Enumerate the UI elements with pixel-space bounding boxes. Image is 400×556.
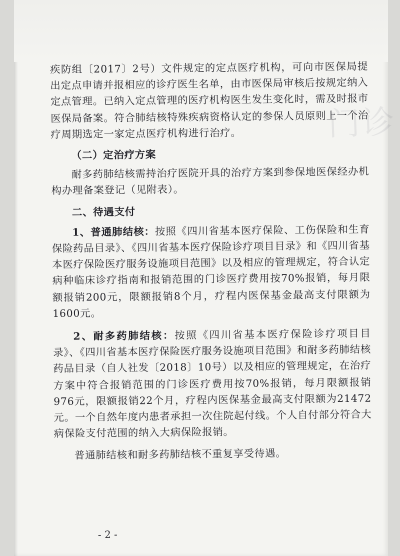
paragraph-designated-institution: 疾防组〔2017〕2号）文件规定的定点医疗机构，可向市医保局提出定点申请并报相应的诊疗医生名单，由市医保局审核后按规定纳入定点管理。已纳入定点管理的医疗机构医生发生变化时，需及时报市医保局备案。符合肺结核特殊疾病资格认定的参保人员原则上一个治疗周期选定一家定点医疗机构进行治疗。 — [50, 61, 369, 141]
mdr-tb-lead: 2、耐多药肺结核： — [73, 329, 175, 343]
mdr-tb-body: 按照《四川省基本医疗保险诊疗项目目录》、《四川省基本医疗保险医疗服务设施项目范围》和耐多药肺结核药品目录（自人社发〔2018〕10号）以及相应的管理规定，在治疗方案中符合报销范围的门诊医疗费用按70%报销，每月限额报销976元，限额报销22个月，疗程内医保基金最高支付限额为21472元。一个自然年度内患者承担一次住院起付线。个人自付部分符合大病保险支付范围的纳入大病保险报销。 — [52, 328, 372, 441]
paragraph-mdr-tb — [53, 326, 372, 444]
paragraph-no-double-benefit: 普通肺结核和耐多药肺结核不重复享受待遇。 — [74, 449, 287, 463]
top-margin — [14, 0, 388, 62]
document-page — [14, 0, 397, 556]
paragraph-treatment-plan: 耐多药肺结核需持治疗医院开具的治疗方案到参保地医保经办机构办理备案登记（见附表）。 — [51, 166, 370, 198]
common-tb-lead: 1、普通肺结核： — [72, 225, 156, 239]
bleed-through-text: 门诊 — [327, 102, 397, 144]
page-number: - 2 - — [97, 529, 118, 542]
paragraph-common-tb — [52, 221, 371, 323]
heading-benefit-payment: 二、待遇支付 — [71, 205, 136, 219]
heading-treatment-plan: （二）定治疗方案 — [71, 148, 157, 162]
common-tb-body: 按照《四川省基本医疗保险、工伤保险和生育保险药品目录》、《四川省基本医疗保险诊疗项目目录》和《四川省基本医疗保险医疗服务设施项目范围》以及相应的管理规定，符合认定病种临床诊疗指南和报销范围的门诊医疗费用按70%报销，每月限额报销200元，限额报销8个月，疗程内医保基金最高支付限额为1600元。 — [51, 224, 371, 320]
body-text — [50, 60, 372, 466]
page-crease-shadow — [14, 0, 18, 556]
